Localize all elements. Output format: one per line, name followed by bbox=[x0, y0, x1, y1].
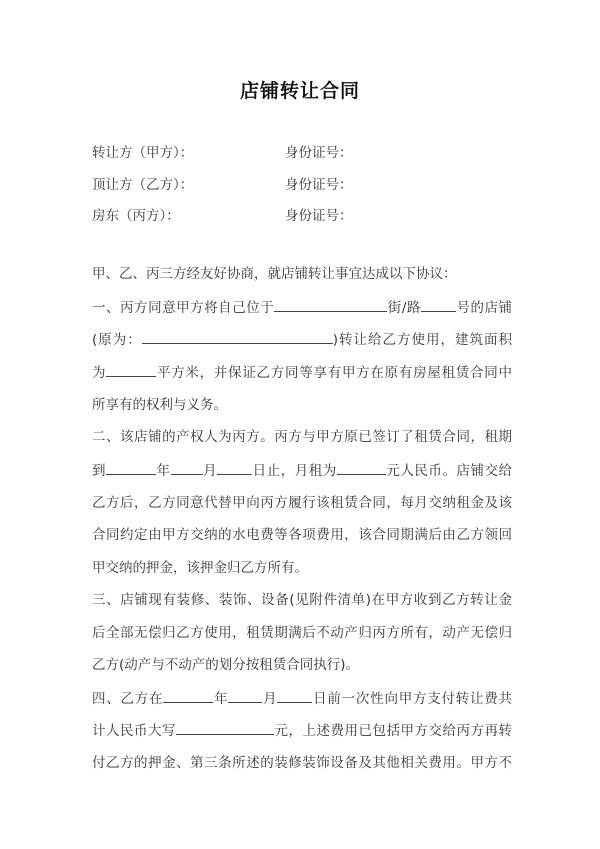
clause-3-line: 三、店铺现有装修、装饰、设备(见附件清单)在甲方收到乙方转让金 bbox=[92, 592, 512, 608]
text: (原为： bbox=[92, 332, 142, 348]
text: 年 bbox=[213, 691, 229, 707]
text: 号的店铺 bbox=[455, 300, 513, 316]
text: 为 bbox=[92, 365, 107, 381]
clause-2-line: 乙方后，乙方同意代替甲向丙方履行该租赁合同，每月交纳租金及该 bbox=[92, 495, 512, 511]
party-a bbox=[92, 143, 512, 163]
text: 到 bbox=[92, 463, 107, 479]
clause-2-line: 合同约定由甲方交纳的水电费等各项费用，该合同期满后由乙方领回 bbox=[92, 527, 512, 543]
party-c bbox=[92, 206, 512, 226]
party-label: 顶让方（乙方）： bbox=[92, 177, 194, 193]
text: 元，上述费用已包括甲方交给丙方再转 bbox=[274, 723, 512, 739]
blank-field bbox=[274, 297, 387, 312]
id-label: 身份证号： bbox=[285, 177, 353, 193]
blank-field bbox=[163, 688, 213, 703]
id-label: 身份证号： bbox=[285, 208, 353, 224]
clause-1-line bbox=[92, 297, 512, 317]
blank-field bbox=[142, 329, 333, 344]
clause-1-line bbox=[92, 362, 512, 382]
text: 四、乙方在 bbox=[92, 691, 164, 707]
text: 计人民币大写 bbox=[92, 723, 176, 739]
text: 一、丙方同意甲方将自己位于 bbox=[92, 300, 275, 316]
blank-field bbox=[277, 688, 312, 703]
text: 日止，月租为 bbox=[252, 463, 337, 479]
clause-3-line: 乙方(动产与不动产的划分按租赁合同执行)。 bbox=[92, 657, 360, 673]
blank-field bbox=[217, 460, 252, 475]
text: 日前一次性向甲方支付转让费共 bbox=[312, 691, 513, 707]
party-label: 转让方（甲方）： bbox=[92, 145, 194, 161]
id-label: 身份证号： bbox=[285, 145, 353, 161]
clause-3-line: 后全部无偿归乙方使用，租赁期满后不动产归丙方所有，动产无偿归 bbox=[92, 625, 512, 641]
text: 平方米，并保证乙方同等享有甲方在原有房屋租赁合同中 bbox=[156, 365, 513, 381]
blank-field bbox=[337, 460, 386, 475]
clause-2-line: 甲交纳的押金，该押金归乙方所有。 bbox=[92, 560, 308, 576]
clause-2-line bbox=[92, 460, 512, 480]
text: 元人民币。店铺交给 bbox=[385, 463, 513, 479]
blank-field bbox=[228, 688, 262, 703]
text: 月 bbox=[262, 691, 278, 707]
blank-field bbox=[106, 362, 156, 377]
intro-line: 甲、乙、丙三方经友好协商，就店铺转让事宜达成以下协议： bbox=[92, 266, 457, 282]
party-b bbox=[92, 175, 512, 195]
party-label: 房东（丙方）： bbox=[92, 208, 180, 224]
text: 街/路 bbox=[387, 300, 421, 316]
clause-1-line bbox=[92, 329, 512, 349]
blank-field bbox=[171, 460, 203, 475]
clause-4-line: 付乙方的押金、第三条所述的装修装饰设备及其他相关费用。甲方不 bbox=[92, 755, 512, 771]
document-title: 店铺转让合同 bbox=[239, 80, 360, 102]
clause-1-line: 所享有的权利与义务。 bbox=[92, 397, 227, 413]
blank-field bbox=[106, 460, 156, 475]
clause-4-line bbox=[92, 720, 512, 740]
blank-field bbox=[421, 297, 456, 312]
text: 月 bbox=[202, 463, 218, 479]
clause-2-line: 二、该店铺的产权人为丙方。丙方与甲方原已签订了租赁合同，租期 bbox=[92, 429, 512, 445]
blank-field bbox=[176, 720, 274, 735]
clause-4-line bbox=[92, 688, 512, 708]
text: 年 bbox=[156, 463, 171, 479]
text: )转让给乙方使用，建筑面积 bbox=[332, 332, 512, 348]
